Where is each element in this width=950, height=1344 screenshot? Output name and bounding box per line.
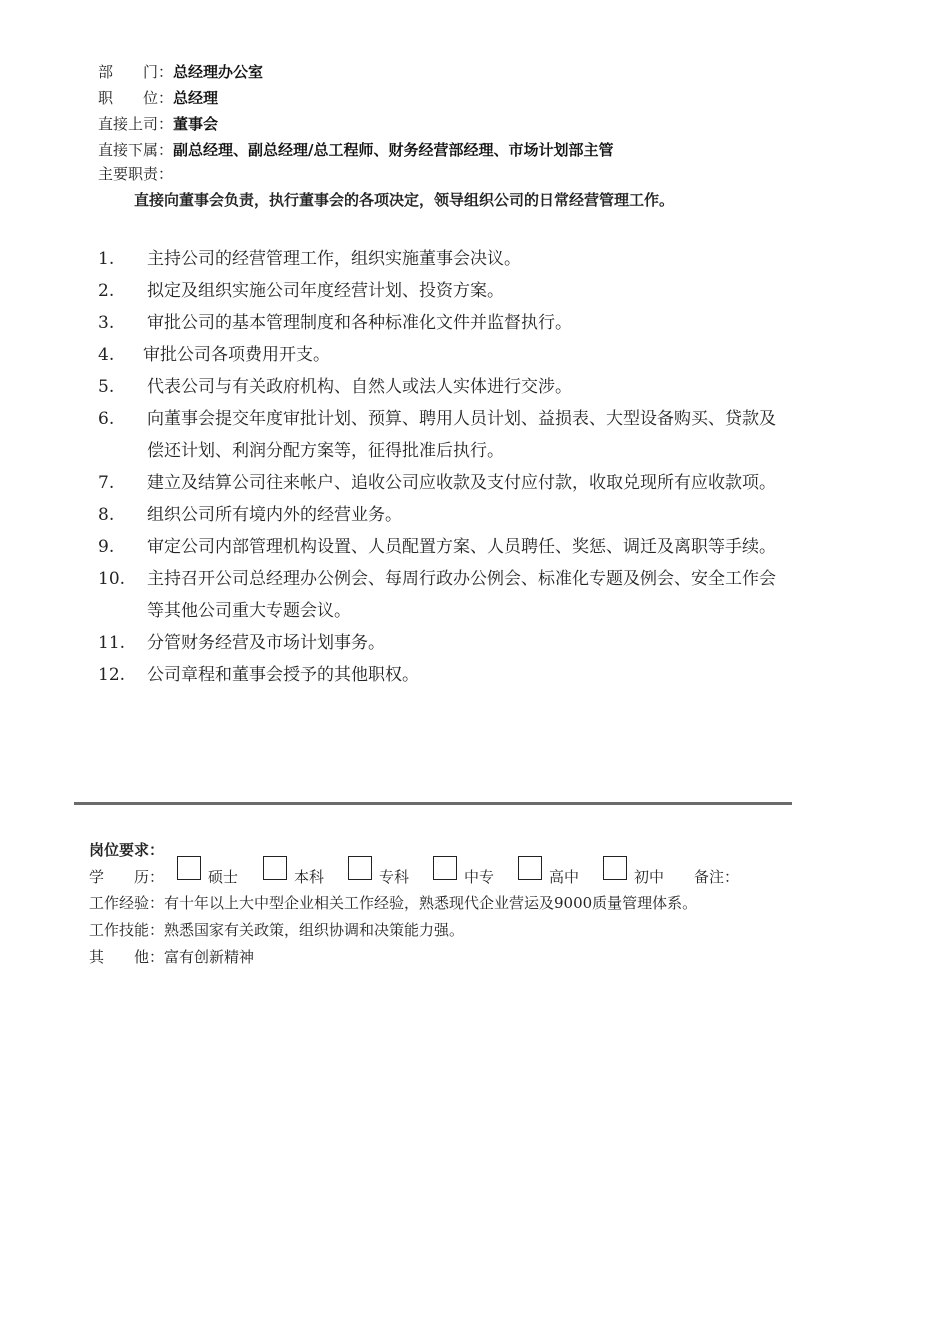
duty-text: 向董事会提交年度审批计划、预算、聘用人员计划、益损表、大型设备购买、贷款及偿还计划、利润分配方案等，征得批准后执行。 <box>147 409 776 461</box>
duty-number: 8. <box>98 505 115 525</box>
duty-item <box>98 307 788 339</box>
position-row <box>98 88 218 108</box>
duty-item <box>98 531 788 563</box>
checkbox-icon[interactable] <box>348 856 372 880</box>
duty-number: 10. <box>98 569 126 589</box>
department-value: 总经理办公室 <box>173 63 264 81</box>
duty-summary: 直接向董事会负责，执行董事会的各项决定，领导组织公司的日常经营管理工作。 <box>134 191 675 209</box>
subordinates-row <box>98 140 614 160</box>
duty-text: 拟定及组织实施公司年度经营计划、投资方案。 <box>147 281 504 301</box>
skills-line: 工作技能：熟悉国家有关政策，组织协调和决策能力强。 <box>89 921 465 939</box>
superior-label: 直接上司： <box>98 115 174 133</box>
subordinates-value: 副总经理、副总经理/总工程师、财务经营部经理、市场计划部主管 <box>173 141 614 159</box>
department-row <box>98 62 263 82</box>
education-label: 学 历： <box>89 868 165 886</box>
other-line: 其 他：富有创新精神 <box>89 948 255 966</box>
duty-item <box>98 467 788 499</box>
duty-number: 11. <box>98 633 126 653</box>
duty-text: 分管财务经营及市场计划事务。 <box>147 633 385 653</box>
duty-item <box>98 339 788 371</box>
remark-label: 备注： <box>694 868 740 886</box>
duty-text: 审定公司内部管理机构设置、人员配置方案、人员聘任、奖惩、调迁及离职等手续。 <box>147 537 776 557</box>
department-label: 部 门： <box>98 63 174 81</box>
duty-item <box>98 275 788 307</box>
duty-item <box>98 499 788 531</box>
duty-item <box>98 243 788 275</box>
duty-text: 主持召开公司总经理办公例会、每周行政办公例会、标准化专题及例会、安全工作会等其他公司重大专题会议。 <box>147 569 776 621</box>
checkbox-icon[interactable] <box>263 856 287 880</box>
duty-number: 5. <box>98 377 115 397</box>
duty-number: 12. <box>98 665 126 685</box>
requirements-title: 岗位要求： <box>89 841 165 859</box>
section-divider <box>74 802 792 805</box>
position-label: 职 位： <box>98 89 174 107</box>
duty-number: 4. <box>98 345 115 365</box>
checkbox-icon[interactable] <box>433 856 457 880</box>
checkbox-icon[interactable] <box>177 856 201 880</box>
duty-number: 9. <box>98 537 115 557</box>
checkbox-icon[interactable] <box>518 856 542 880</box>
duty-text: 公司章程和董事会授予的其他职权。 <box>147 665 419 685</box>
duty-text: 审批公司各项费用开支。 <box>143 345 330 365</box>
duty-item <box>98 403 788 467</box>
duty-item <box>98 563 788 627</box>
duty-number: 6. <box>98 409 115 429</box>
position-value: 总经理 <box>173 89 219 107</box>
experience-line: 工作经验：有十年以上大中型企业相关工作经验，熟悉现代企业营运及9000质量管理体系。 <box>89 894 698 912</box>
checkbox-icon[interactable] <box>603 856 627 880</box>
duty-text: 主持公司的经营管理工作，组织实施董事会决议。 <box>147 249 521 269</box>
duties-label: 主要职责： <box>98 165 174 183</box>
duty-item <box>98 659 788 691</box>
duty-number: 1. <box>98 249 115 269</box>
duty-text: 代表公司与有关政府机构、自然人或法人实体进行交涉。 <box>147 377 572 397</box>
duty-number: 3. <box>98 313 115 333</box>
duty-item <box>98 627 788 659</box>
duty-number: 2. <box>98 281 115 301</box>
duty-text: 建立及结算公司往来帐户、追收公司应收款及支付应付款，收取兑现所有应收款项。 <box>147 473 776 493</box>
duty-item <box>98 371 788 403</box>
subordinates-label: 直接下属： <box>98 141 174 159</box>
duty-number: 7. <box>98 473 115 493</box>
superior-row <box>98 114 218 134</box>
duty-text: 审批公司的基本管理制度和各种标准化文件并监督执行。 <box>147 313 572 333</box>
duties-list <box>98 243 788 691</box>
superior-value: 董事会 <box>173 115 219 133</box>
duty-text: 组织公司所有境内外的经营业务。 <box>147 505 402 525</box>
